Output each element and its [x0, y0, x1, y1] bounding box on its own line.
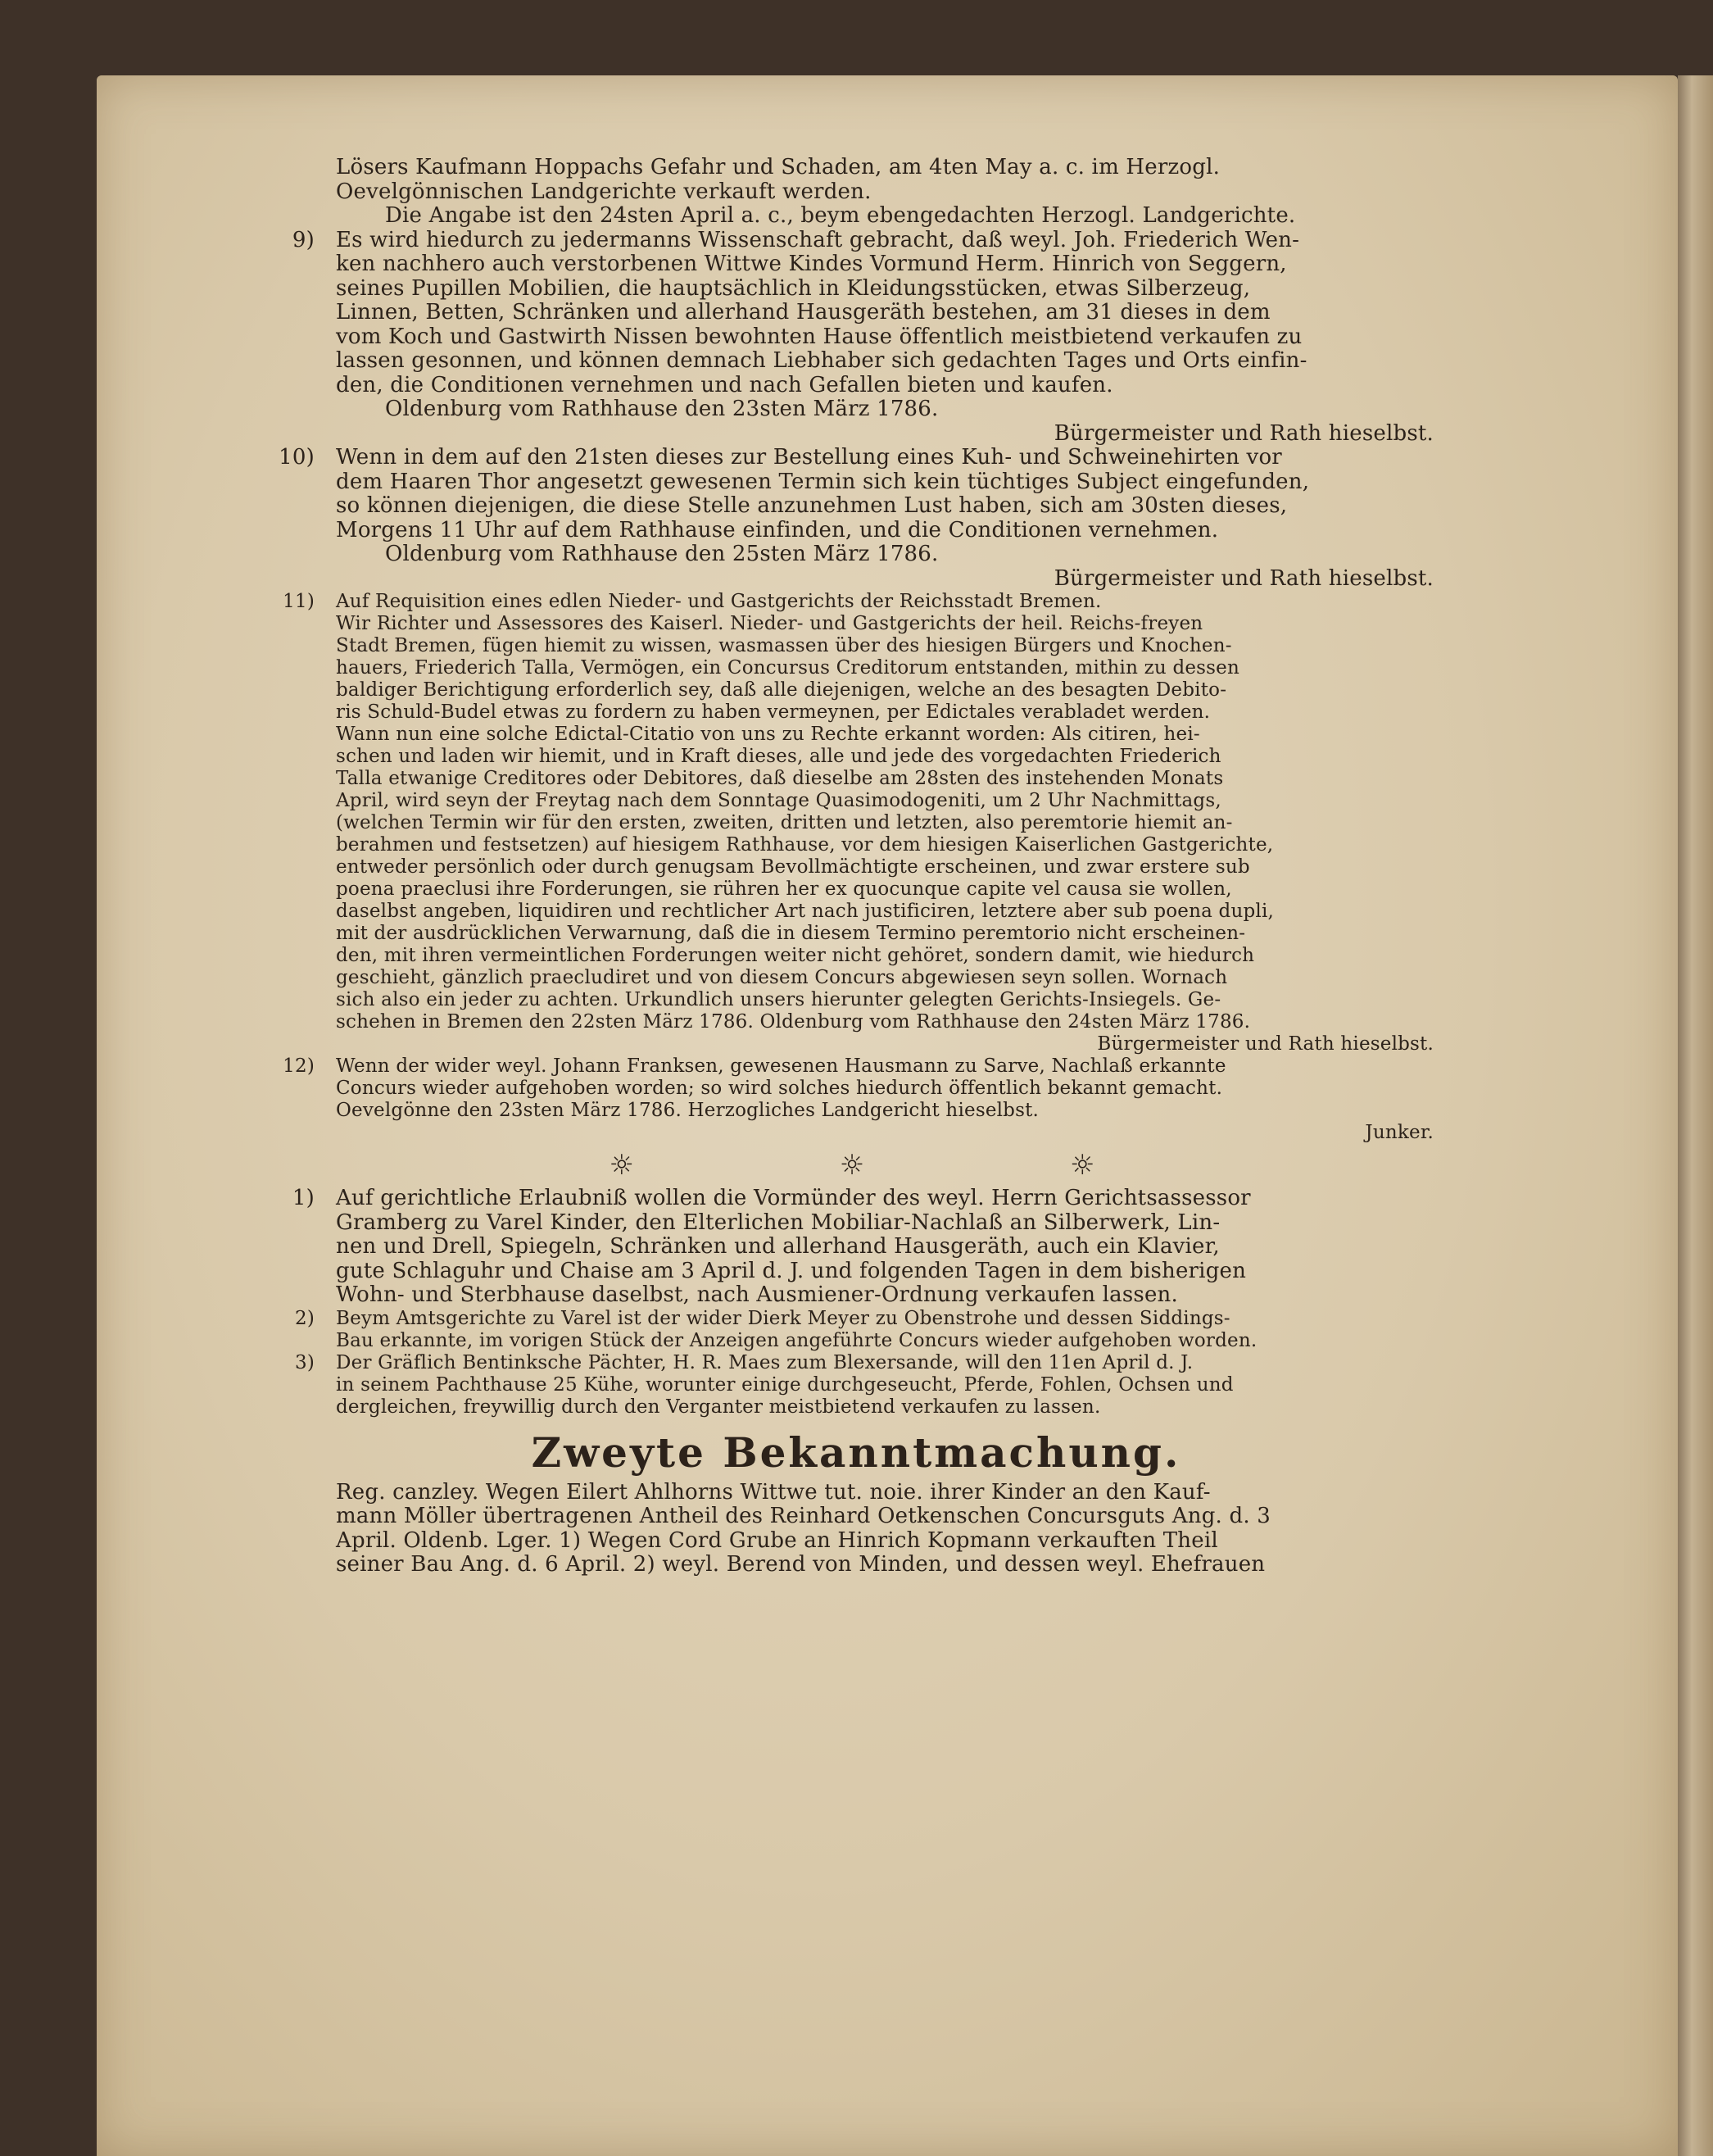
ornament-divider: ☼ ☼ ☼ — [609, 1149, 1194, 1182]
item-line: dem Haaren Thor angesetzt gewesenen Termin sich kein tüchtiges Subject eingefunden, — [336, 469, 1310, 494]
intro-line: Lösers Kaufmann Hoppachs Gefahr und Schaden, am 4ten May a. c. im Herzogl. — [336, 155, 1221, 179]
item-date: Oldenburg vom Rathhause den 25sten März 1786. — [385, 542, 939, 566]
item-line: mit der ausdrücklichen Verwarnung, daß die in diesem Termino peremtorio nicht erscheinen- — [336, 923, 1246, 944]
item-number: 1) — [292, 1186, 315, 1210]
item-line: entweder persönlich oder durch genugsam Bevollmächtigte erscheinen, und zwar erstere sub — [336, 856, 1250, 878]
item-line: gute Schlaguhr und Chaise am 3 April d. J. und folgenden Tagen in dem bisherigen — [336, 1258, 1247, 1283]
item-signature: Bürgermeister und Rath hieselbst. — [1054, 565, 1434, 591]
item-number: 12) — [283, 1055, 315, 1077]
item-line: hauers, Friederich Talla, Vermögen, ein Concursus Creditorum entstanden, mithin zu dessen — [336, 657, 1240, 679]
item-line: ken nachhero auch verstorbenen Wittwe Kindes Vormund Herm. Hinrich von Seggern, — [336, 252, 1287, 276]
item-number: 10) — [279, 445, 315, 470]
item-line: berahmen und festsetzen) auf hiesigem Rathhause, vor dem hiesigen Kaiserlichen Gastgerichte, — [336, 834, 1274, 856]
item-line: baldiger Berichtigung erforderlich sey, daß alle diejenigen, welche an des besagten Debito- — [336, 679, 1227, 701]
final-line: April. Oldenb. Lger. 1) Wegen Cord Grube an Hinrich Kopmann verkauften Theil — [336, 1527, 1218, 1553]
item-line: ris Schuld-Budel etwas zu fordern zu haben vermeynen, per Edictales verabladet werden. — [336, 701, 1211, 723]
page-text — [279, 155, 1540, 1577]
item-signature: Bürgermeister und Rath hieselbst. — [1097, 1033, 1434, 1055]
item-line: Wenn der wider weyl. Johann Franksen, gewesenen Hausmann zu Sarve, Nachlaß erkannte — [336, 1055, 1226, 1077]
item-line: dergleichen, freywillig durch den Verganter meistbietend verkaufen zu lassen. — [336, 1396, 1101, 1418]
item-signature: Junker. — [1365, 1122, 1434, 1143]
intro-line: Oevelgönnischen Landgerichte verkauft werden. — [336, 179, 872, 204]
item-line: schen und laden wir hiemit, und in Kraft dieses, alle und jede des vorgedachten Friederich — [336, 746, 1221, 767]
page-edge — [1678, 75, 1713, 2156]
item-line: geschieht, gänzlich praecludiret und von diesem Concurs abgewiesen seyn sollen. Wornach — [336, 967, 1228, 988]
item-line: April, wird seyn der Freytag nach dem Sonntage Quasimodogeniti, um 2 Uhr Nachmittags, — [336, 790, 1221, 811]
item-line: so können diejenigen, die diese Stelle anzunehmen Lust haben, sich am 30sten dieses, — [336, 493, 1288, 518]
final-line: Reg. canzley. Wegen Eilert Ahlhorns Wittwe tut. noie. ihrer Kinder an den Kauf- — [336, 1479, 1211, 1505]
final-line: mann Möller übertragenen Antheil des Reinhard Oetkenschen Concursguts Ang. d. 3 — [336, 1504, 1271, 1528]
item-line: den, mit ihren vermeintlichen Forderungen weiter nicht gehöret, sondern damit, wie hiedurch — [336, 945, 1255, 966]
item-line: Stadt Bremen, fügen hiemit zu wissen, wasmassen über des hiesigen Bürgers und Knochen- — [336, 635, 1232, 656]
item-line: vom Koch und Gastwirth Nissen bewohnten Hause öffentlich meistbietend verkaufen zu — [336, 324, 1303, 349]
item-line: Wenn in dem auf den 21sten dieses zur Bestellung eines Kuh- und Schweinehirten vor — [336, 445, 1282, 470]
item-line: daselbst angeben, liquidiren und rechtlicher Art nach justificiren, letztere aber sub poena dupli, — [336, 901, 1275, 922]
item-number: 11) — [283, 591, 315, 612]
item-number: 3) — [294, 1351, 315, 1373]
item-line: Beym Amtsgerichte zu Varel ist der wider Dierk Meyer zu Obenstrohe und dessen Siddings- — [336, 1307, 1230, 1329]
item-line: Linnen, Betten, Schränken und allerhand Hausgeräth bestehen, am 31 dieses in dem — [336, 300, 1271, 325]
item-line: in seinem Pachthause 25 Kühe, worunter einige durchgeseucht, Pferde, Fohlen, Ochsen und — [336, 1373, 1234, 1396]
item-line: Talla etwanige Creditores oder Debitores, daß dieselbe am 28sten des instehenden Monats — [336, 768, 1224, 789]
item-line: lassen gesonnen, und können demnach Liebhaber sich gedachten Tages und Orts einfin- — [336, 348, 1307, 373]
item-line: (welchen Termin wir für den ersten, zweiten, dritten und letzten, also peremtorie hiemit an- — [336, 812, 1233, 833]
item-number: 2) — [294, 1307, 315, 1329]
item-line: Bau erkannte, im vorigen Stück der Anzeigen angeführte Concurs wieder aufgehoben worden. — [336, 1329, 1258, 1351]
item-line: sich also ein jeder zu achten. Urkundlich unsers hierunter gelegten Gerichts-Insiegels. Ge- — [336, 989, 1221, 1010]
item-date: Oldenburg vom Rathhause den 23sten März 1786. — [385, 397, 939, 421]
intro-line: Die Angabe ist den 24sten April a. c., beym ebengedachten Herzogl. Landgerichte. — [385, 203, 1296, 228]
item-line: Gramberg zu Varel Kinder, den Elterlichen Mobiliar-Nachlaß an Silberwerk, Lin- — [336, 1210, 1221, 1235]
item-line: seines Pupillen Mobilien, die hauptsächlich in Kleidungsstücken, etwas Silberzeug, — [336, 275, 1251, 301]
item-line: Wohn- und Sterbhause daselbst, nach Ausmiener-Ordnung verkaufen lassen. — [336, 1282, 1178, 1307]
item-line: Wir Richter und Assessores des Kaiserl. Nieder- und Gastgerichts der heil. Reichs-freyen — [336, 613, 1203, 634]
item-line: Wann nun eine solche Edictal-Citatio von uns zu Rechte erkannt worden: Als citiren, hei- — [336, 724, 1200, 745]
item-signature: Bürgermeister und Rath hieselbst. — [1054, 420, 1434, 446]
item-line: den, die Conditionen vernehmen und nach Gefallen bieten und kaufen. — [336, 372, 1113, 397]
item-line: Oevelgönne den 23sten März 1786. Herzogliches Landgericht hieselbst. — [336, 1100, 1040, 1121]
item-line: Auf Requisition eines edlen Nieder- und Gastgerichts der Reichsstadt Bremen. — [336, 591, 1102, 612]
item-line: poena praeclusi ihre Forderungen, sie rühren her ex quocunque capite vel causa sie wollen, — [336, 878, 1232, 900]
item-line: Der Gräflich Bentinksche Pächter, H. R. Maes zum Blexersande, will den 11en April d. J. — [336, 1351, 1194, 1373]
section-heading: Zweyte Bekanntmachung. — [531, 1427, 1181, 1477]
item-line: Es wird hiedurch zu jedermanns Wissenschaft gebracht, daß weyl. Joh. Friederich Wen- — [336, 227, 1300, 252]
item-line: Morgens 11 Uhr auf dem Rathhause einfinden, und die Conditionen vernehmen. — [336, 517, 1219, 542]
final-line: seiner Bau Ang. d. 6 April. 2) weyl. Berend von Minden, und dessen weyl. Ehefrauen — [336, 1552, 1266, 1577]
item-line: nen und Drell, Spiegeln, Schränken und allerhand Hausgeräth, auch ein Klavier, — [336, 1234, 1220, 1259]
item-line: Concurs wieder aufgehoben worden; so wird solches hiedurch öffentlich bekannt gemacht. — [336, 1078, 1223, 1099]
item-line: schehen in Bremen den 22sten März 1786. Oldenburg vom Rathhause den 24sten März 1786. — [336, 1011, 1251, 1033]
item-number: 9) — [292, 227, 315, 252]
item-line: Auf gerichtliche Erlaubniß wollen die Vormünder des weyl. Herrn Gerichtsassessor — [336, 1186, 1251, 1210]
